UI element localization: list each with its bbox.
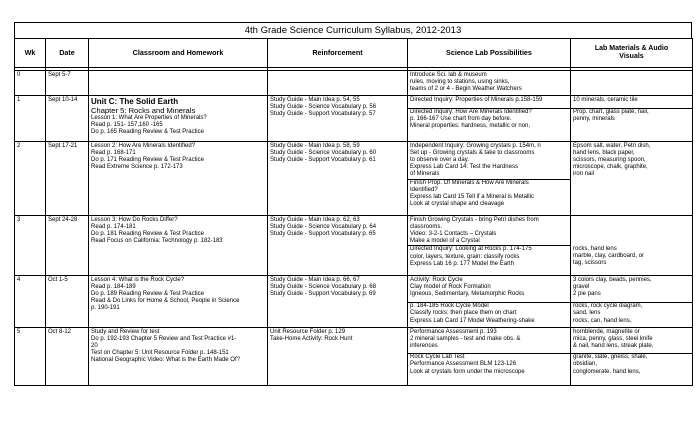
lab-line: color, layers, texture, grain: classify rocks — [410, 253, 520, 260]
cell-reinforcement — [268, 95, 408, 141]
reinforcement-line: Study Guide - Main Idea p. 58, 59 — [270, 142, 360, 149]
cell-lab — [408, 141, 571, 215]
cell-wk: 3 — [15, 215, 46, 275]
materials-subrow — [571, 353, 692, 376]
reinforcement-line: Study Guide - Science Vocabulary p. 56 — [270, 103, 377, 110]
reinforcement-line: Study Guide - Main Idea p. 54, 55 — [270, 96, 360, 103]
reinforcement-line: Study Guide - Support Vocabulary p. 65 — [270, 231, 376, 238]
materials-line: gravel — [573, 283, 590, 290]
cell-lab — [408, 275, 571, 327]
lab-line: p. 166-167 Use chart from day before. — [410, 116, 512, 123]
cell-materials — [571, 327, 693, 385]
reinforcement-line: Study Guide - Support Vocabulary p. 57 — [270, 111, 376, 118]
cell-wk: 1 — [15, 95, 46, 141]
materials-line: rocks, can, hand lens, — [573, 317, 632, 324]
materials-line: hornblende, magnetite or — [573, 328, 640, 335]
reinforcement-line: Study Guide - Science Vocabulary p. 68 — [270, 283, 377, 290]
lab-line: Directed Inquiry: Looking at Rocks p. 174-175 — [410, 246, 532, 253]
cell-date: Sept 10-14 — [46, 95, 89, 141]
classroom-line: Read Focus on California: Technology p. 182-183 — [91, 238, 223, 245]
cell-materials — [571, 215, 693, 275]
cell-date: Sept 17-21 — [46, 141, 89, 215]
cell-date: Oct 1-5 — [46, 275, 89, 327]
reinforcement-line: Unit Resource Folder p. 129 — [270, 328, 346, 335]
materials-line: iron nail — [573, 171, 595, 178]
header-materials-line2: Visuals — [619, 53, 644, 60]
classroom-line: 20 — [91, 343, 98, 350]
lab-line: Finish Prop. Of Minerals & How Are Minerals — [410, 179, 529, 186]
lab-subrow — [408, 108, 570, 131]
reinforcement-line: Study Guide - Support Vocabulary p. 69 — [270, 291, 376, 298]
lab-subrow — [408, 353, 570, 376]
reinforcement-line: Study Guide - Main Idea p. 66, 67 — [270, 276, 360, 283]
classroom-line: Read p. 174-181 — [91, 223, 136, 230]
lab-line: Directed Inquiry: How Are Minerals Identified? — [410, 108, 532, 115]
lab-line: Express Lab Card 17 Model Weathering-shake — [410, 317, 535, 324]
cell-materials — [571, 275, 693, 327]
materials-subrow — [571, 108, 692, 123]
lab-line: Classify rocks: then place them on chart — [410, 310, 517, 317]
classroom-line: National Geographic Video: What is the Earth Made Of? — [91, 357, 240, 364]
lab-line: to observe over a day. — [410, 157, 469, 164]
materials-line: mica, penny, glass, steel knife — [573, 335, 653, 342]
lab-line: Express Lab 16 p. 177 Model the Earth — [410, 260, 515, 267]
materials-line: obsidian, — [573, 361, 598, 368]
classroom-line: Do p. 181 Reading Review & Test Practice — [91, 231, 204, 238]
lab-line: Activity: Rock Cycle — [410, 276, 463, 283]
cell-materials — [571, 71, 693, 96]
classroom-line: Do p. 165 Reading Review & Test Practice — [91, 129, 204, 136]
materials-line: rocks, hand lens — [573, 245, 617, 252]
lab-line: of Minerals — [410, 171, 440, 178]
lab-line: Finish Growing Crystals - bring Petri dishes from — [410, 216, 539, 223]
cell-classroom — [89, 141, 268, 215]
reinforcement-line: Study Guide - Main Idea p. 62, 63 — [270, 216, 360, 223]
lab-line: classrooms. — [410, 223, 443, 230]
lab-line: Mineral properties: hardness, metallic or non, — [410, 123, 531, 130]
cell-lab — [408, 95, 571, 141]
cell-reinforcement — [268, 141, 408, 215]
table-row — [15, 327, 693, 385]
cell-wk: 4 — [15, 275, 46, 327]
header-date: Date — [46, 39, 89, 68]
lab-line: Look at crystal shape and cleavage — [410, 201, 505, 208]
lab-line: Performance Assessment BLM 123-126 — [410, 361, 517, 368]
cell-date: Sept 24-28 — [46, 215, 89, 275]
header-materials-line1: Lab Materials & Audio — [594, 44, 669, 52]
cell-classroom — [89, 95, 268, 141]
table-row — [15, 275, 693, 327]
chapter-title: Chapter 5: Rocks and Minerals — [91, 105, 196, 115]
materials-line: 2 pie pans — [573, 291, 601, 298]
materials-line: Epsom salt, water, Petri dish, — [573, 142, 651, 149]
cell-materials — [571, 95, 693, 141]
classroom-line: Lesson 3: How Do Rocks Differ? — [91, 216, 178, 223]
header-row — [15, 39, 693, 68]
lab-line: 2 mineral samples - test and make obs. & — [410, 335, 521, 342]
classroom-line: Do p. 192-193 Chapter 5 Review and Test Practice #1- — [91, 335, 237, 342]
lab-line: p. 184-185 Rock Cycle Model — [410, 303, 489, 310]
cell-wk: 2 — [15, 141, 46, 215]
cell-materials — [571, 141, 693, 215]
lab-line: Rock Cycle Lab Test — [410, 354, 465, 361]
classroom-line: Lesson 2: How Are Minerals Identified? — [91, 142, 196, 149]
unit-title: Unit C: The Solid Earth — [91, 96, 179, 106]
table-row — [15, 141, 693, 215]
classroom-line: Read p. 151- 157,160 -165 — [91, 121, 163, 128]
lab-line: Independent Inquiry: Growing crystals p. 154m, n — [410, 142, 541, 149]
header-reinforcement: Reinforcement — [268, 39, 408, 68]
classroom-line: Lesson 4: What is the Rock Cycle? — [91, 276, 185, 283]
cell-reinforcement — [268, 275, 408, 327]
lab-line: rules, moving to stations, using sinks, — [410, 79, 510, 86]
cell-classroom — [89, 275, 268, 327]
materials-line: scissors, measuring spoon, — [573, 157, 646, 164]
materials-line: granite, slate, gneiss, shale, — [573, 354, 648, 361]
lab-line: Set up - Growing crystals & take to classrooms — [410, 149, 535, 156]
header-materials — [571, 39, 693, 68]
cell-lab — [408, 215, 571, 275]
lab-line: Look at crystals form under the microscope — [410, 368, 525, 375]
header-lab: Science Lab Possibilities — [408, 39, 571, 68]
cell-wk: 0 — [15, 71, 46, 96]
header-classroom: Classroom and Homework — [89, 39, 268, 68]
cell-classroom — [89, 215, 268, 275]
cell-date: Oct 8-12 — [46, 327, 89, 385]
lab-line: Clay model of Rock Formation — [410, 283, 491, 290]
materials-line: sand, lens — [573, 310, 601, 317]
materials-line: Prop. chart, glass plate, nail, — [573, 108, 649, 115]
cell-classroom — [89, 327, 268, 385]
reinforcement-line: Study Guide - Science Vocabulary p. 60 — [270, 149, 377, 156]
materials-line: tag, scissors — [573, 260, 607, 267]
classroom-line: Read p. 168-171 — [91, 149, 136, 156]
lab-line: Introduce Sci. lab & museum — [410, 72, 487, 78]
classroom-line: p. 190-191 — [91, 305, 120, 312]
materials-line: hand lens, black paper, — [573, 149, 635, 156]
syllabus-sheet — [14, 22, 692, 386]
materials-line: penny, minerals — [573, 116, 615, 123]
lab-line: Identified? — [410, 186, 438, 193]
lab-line: Video: 3-2-1 Contacts – Crystals — [410, 231, 497, 238]
header-wk: Wk — [15, 39, 46, 68]
classroom-line: Test on Chapter 5: Unit Resource Folder p. 148-151 — [91, 350, 229, 357]
table-body — [15, 68, 693, 386]
lab-line: Directed Inquiry: Properties of Minerals p.158-159 — [410, 96, 543, 103]
materials-line: & nail, hand lens, streak plate, — [573, 343, 654, 350]
materials-line: marble, clay, cardboard, or — [573, 252, 644, 259]
syllabus-table — [14, 38, 693, 386]
classroom-line: Lesson 1: What Are Properties of Minerals? — [91, 114, 207, 121]
cell-reinforcement — [268, 215, 408, 275]
cell-reinforcement — [268, 327, 408, 385]
lab-subrow — [408, 179, 570, 209]
lab-line: Make a model of a Crystal — [410, 238, 480, 245]
materials-line: 3 colors clay, beads, pennies, — [573, 276, 652, 283]
reinforcement-line: Take-Home Activity: Rock Hunt — [270, 335, 353, 342]
materials-subrow — [571, 302, 692, 325]
materials-line: conglomerate, hand lens, — [573, 368, 641, 375]
materials-line: 10 minerals, ceramic tile — [573, 96, 638, 103]
classroom-line: Read Extreme Science p. 172-173 — [91, 164, 183, 171]
lab-line: teams of 2 or 4 - Begin Weather Watchers — [410, 86, 522, 93]
reinforcement-line: Study Guide - Support Vocabulary p. 61 — [270, 157, 376, 164]
lab-line: Igneous, Sedimentary, Metamorphic Rocks — [410, 291, 525, 298]
cell-wk: 5 — [15, 327, 46, 385]
classroom-line: Read p. 184-189 — [91, 283, 136, 290]
lab-line: inferences — [410, 343, 438, 350]
cell-classroom — [89, 71, 268, 96]
cell-date: Sept 5-7 — [46, 71, 89, 96]
classroom-line: Read & Do Links for Home & School, People in Science — [91, 298, 240, 305]
lab-line: Express lab Card 15 Tell if a Mineral is Metallic — [410, 194, 534, 201]
table-row — [15, 71, 693, 96]
lab-subrow — [408, 245, 570, 268]
classroom-line: Do p. 171 Reading Review & Test Practice — [91, 157, 204, 164]
lab-subrow — [408, 302, 570, 325]
classroom-line: Do p. 189 Reading Review & Test Practice — [91, 291, 204, 298]
classroom-line: Study and Review for test — [91, 328, 160, 335]
materials-line: rocks, rock cycle diagram, — [573, 303, 643, 310]
lab-line: Express Lab Card 14: Test the Hardness — [410, 164, 518, 171]
document-title: 4th Grade Science Curriculum Syllabus, 2012-2013 — [14, 22, 692, 38]
cell-reinforcement — [268, 71, 408, 96]
cell-lab — [408, 327, 571, 385]
table-row — [15, 215, 693, 275]
table-row — [15, 95, 693, 141]
reinforcement-line: Study Guide - Science Vocabulary p. 64 — [270, 223, 377, 230]
cell-lab — [408, 71, 571, 96]
materials-line: microscope, chalk, graphite, — [573, 164, 648, 171]
lab-line: Performance Assessment p. 193 — [410, 328, 497, 335]
